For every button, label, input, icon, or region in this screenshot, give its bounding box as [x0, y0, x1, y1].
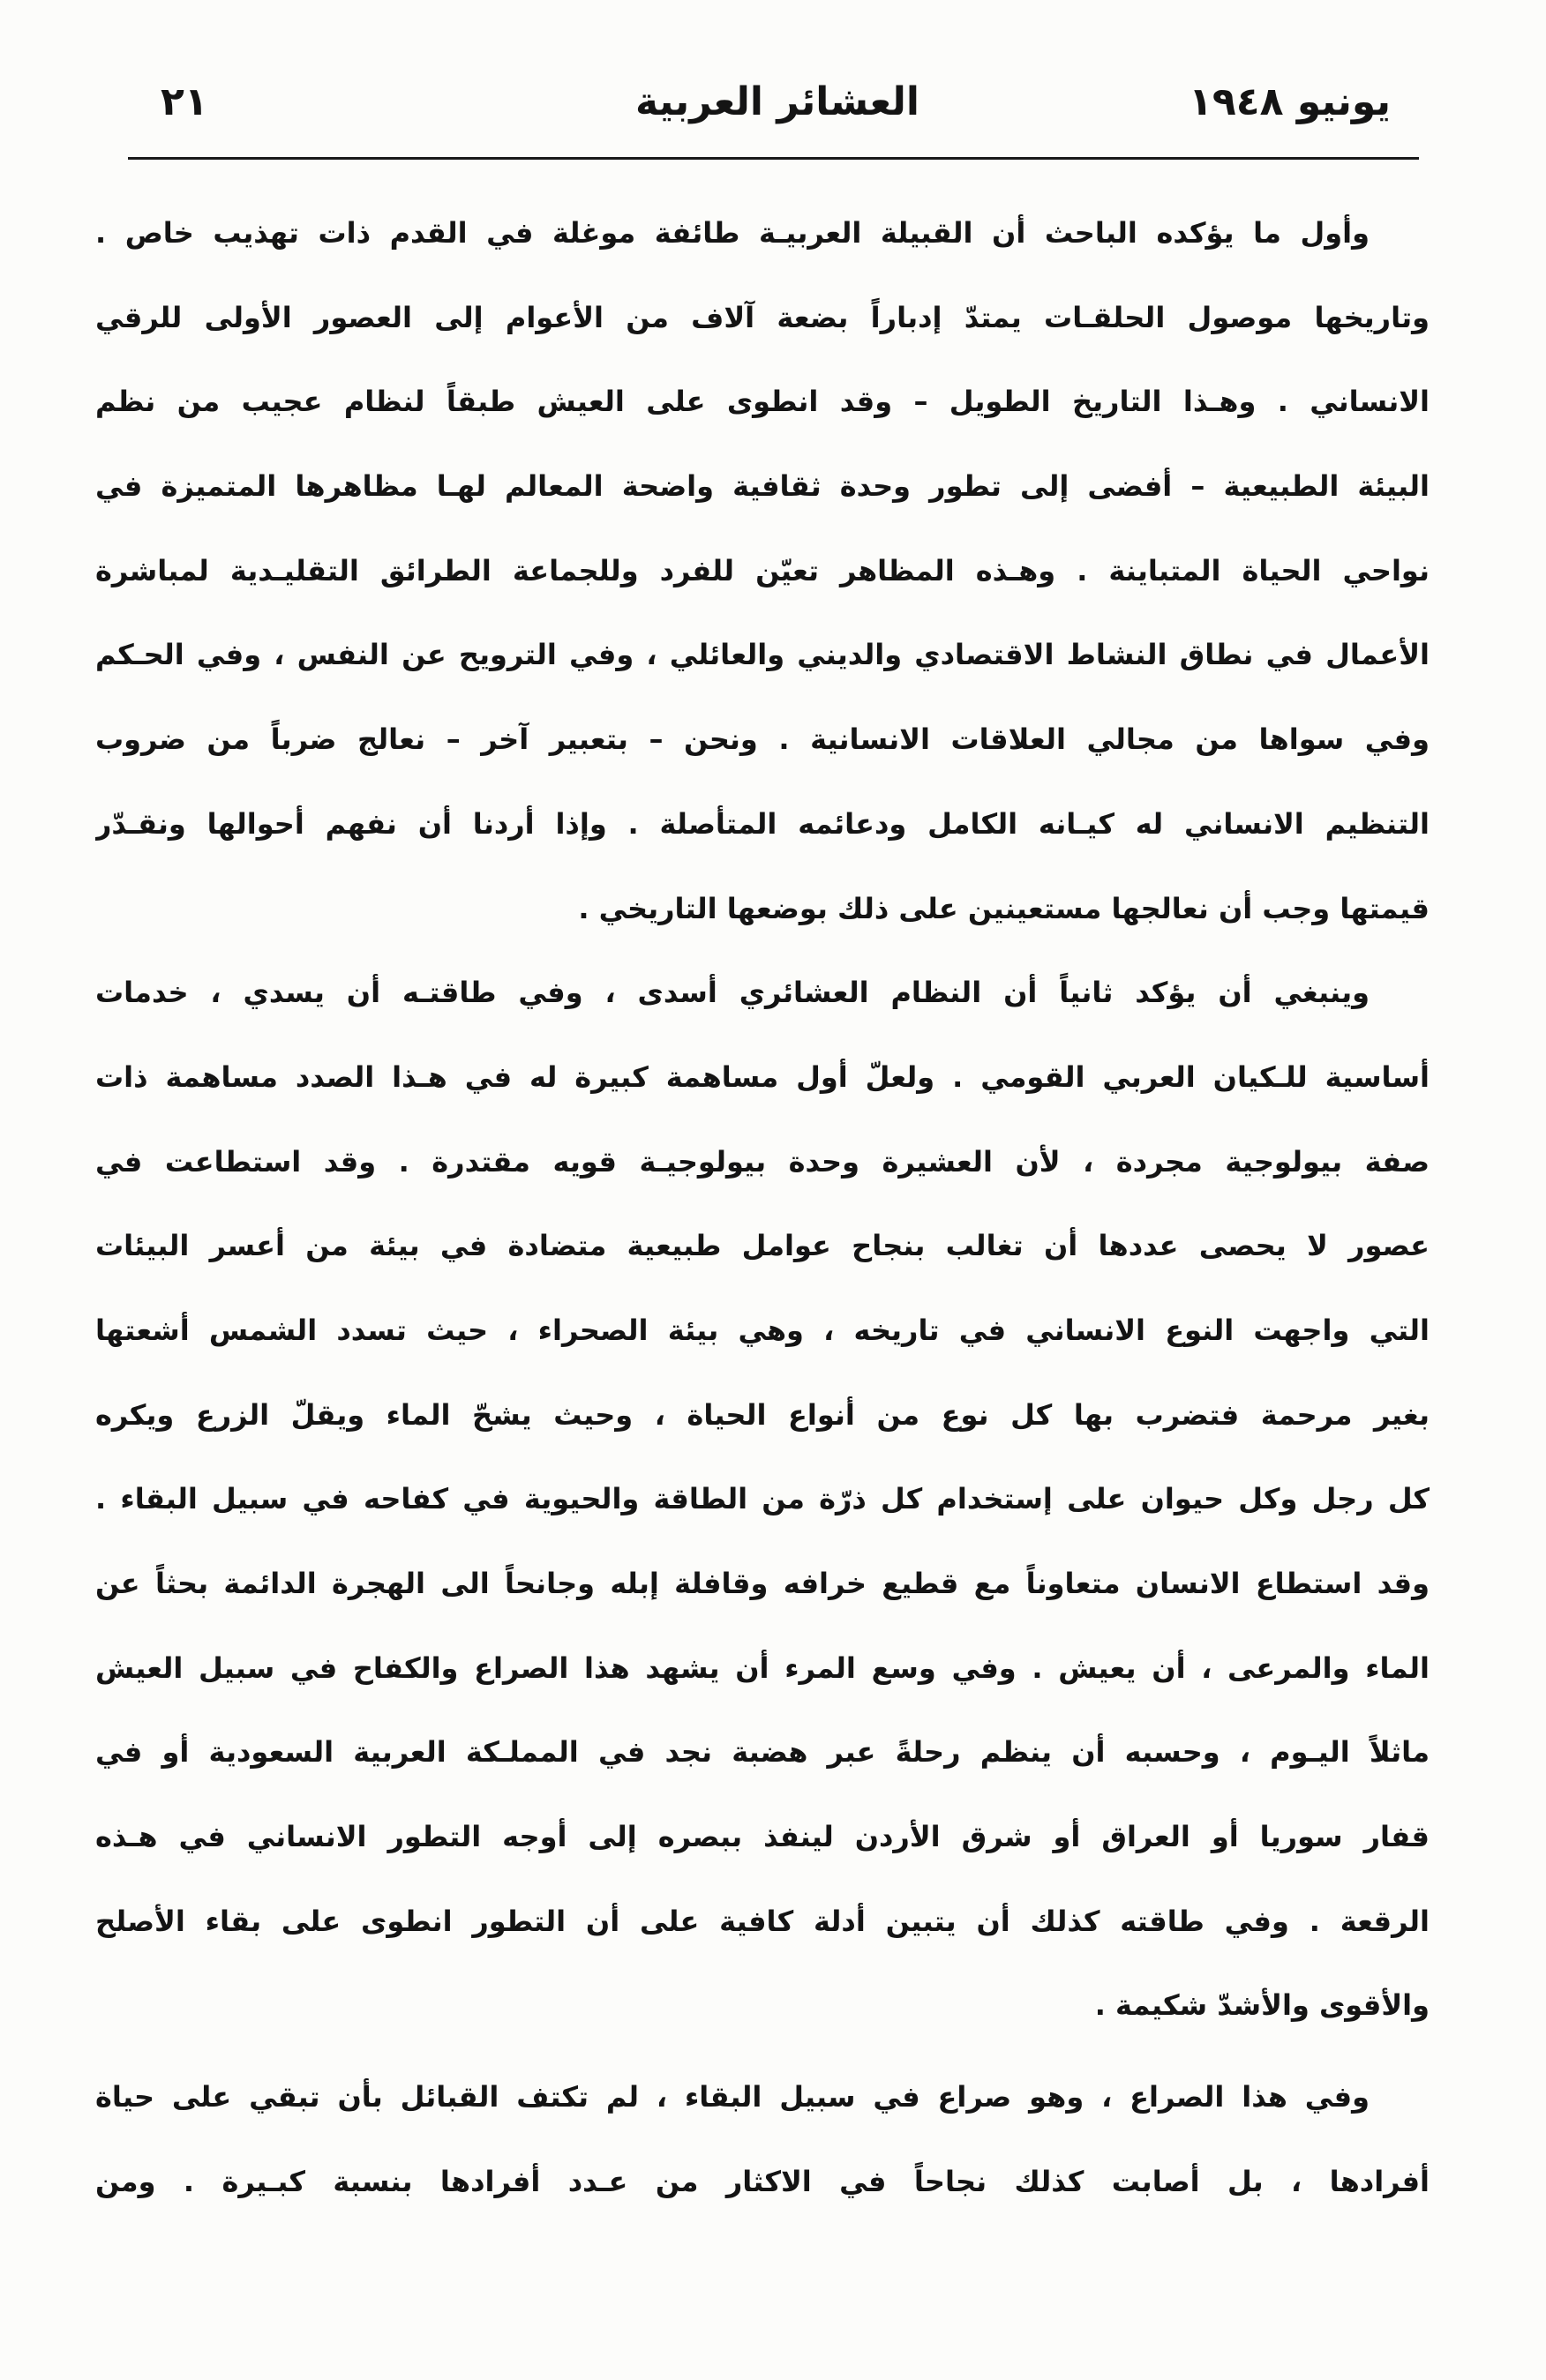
text-line: وقد استطاع الانسان متعاوناً مع قطيع خرافه وقافلة إبله وجانحاً الى الهجرة الدائمة بحثاً عن — [95, 1567, 1430, 1600]
text-line: التنظيم الانساني له كيـانه الكامل ودعائمه المتأصلة . وإذا أردنا أن نفهم أحوالها ونقـدّر — [95, 806, 1430, 841]
text-line: بغير مرحمة فتضرب بها كل نوع من أنواع الحياة ، وحيث يشحّ الماء ويقلّ الزرع ويكره — [95, 1397, 1430, 1432]
text-line: قفار سوريا أو العراق أو شرق الأردن لينفذ ببصره إلى أوجه التطور الانساني في هـذه — [95, 1820, 1430, 1854]
page-number: ٢١ — [161, 79, 208, 124]
text-line: الأعمال في نطاق النشاط الاقتصادي والديني والعائلي ، وفي الترويح عن النفس ، وفي الحـكم — [95, 638, 1430, 672]
text-line: وينبغي أن يؤكد ثانياً أن النظام العشائري أسدى ، وفي طاقتـه أن يسدي ، خدمات — [95, 976, 1370, 1010]
paragraph — [95, 2055, 1430, 2224]
text-line: الماء والمرعى ، أن يعيش . وفي وسع المرء أن يشهد هذا الصراع والكفاح في سبيل العيش — [95, 1650, 1430, 1685]
text-line: أفرادها ، بل أصابت كذلك نجاحاً في الاكثار من عـدد أفرادها بنسبة كبـيرة . ومن — [95, 2164, 1430, 2198]
running-header-date: يونيو ١٩٤٨ — [1189, 79, 1391, 124]
text-line: أساسية للـكيان العربي القومي . ولعلّ أول مساهمة كبيرة له في هـذا الصدد مساهمة ذات — [95, 1059, 1430, 1094]
text-line: وتاريخها موصول الحلقـات يمتدّ إدباراً بضعة آلاف من الأعوام إلى العصور الأولى للرقي — [95, 300, 1430, 334]
text-line: عصور لا يحصى عددها أن تغالب بنجاح عوامل طبيعية متضادة في بيئة من أعسر البيئات — [95, 1229, 1430, 1263]
text-line: والأقوى والأشدّ شكيمة . — [1094, 1988, 1430, 2023]
text-line: قيمتها وجب أن نعالجها مستعينين على ذلك بوضعها التاريخي . — [578, 891, 1430, 925]
text-line: وأول ما يؤكده الباحث أن القبيلة العربيـة طائفة موغلة في القدم ذات تهذيب خاص . — [95, 216, 1370, 250]
text-line: وفي هذا الصراع ، وهو صراع في سبيل البقاء ، لم تكتف القبائل بأن تبقي على حياة — [95, 2080, 1370, 2114]
text-line: وفي سواها من مجالي العلاقات الانسانية . ونحن – بتعبير آخر – نعالج ضرباً من ضروب — [95, 722, 1430, 757]
running-header-title: العشائر العربية — [635, 79, 919, 124]
text-line: نواحي الحياة المتباينة . وهـذه المظاهر تعيّن للفرد وللجماعة الطرائق التقليـدية لمباشرة — [95, 553, 1430, 588]
header-rule — [128, 157, 1419, 160]
paragraph — [95, 191, 1430, 951]
text-line: كل رجل وكل حيوان على إستخدام كل ذرّة من الطاقة والحيوية في كفاحه في سبيل البقاء . — [95, 1482, 1430, 1516]
article-body — [95, 191, 1430, 2225]
text-line: التي واجهت النوع الانساني في تاريخه ، وهي بيئة الصحراء ، حيث تسدد الشمس أشعتها — [95, 1313, 1430, 1347]
text-line: الرقعة . وفي طاقته كذلك أن يتبين أدلة كافية على أن التطور انطوى على بقاء الأصلح — [95, 1904, 1430, 1938]
text-line: صفة بيولوجية مجردة ، لأن العشيرة وحدة بيولوجيـة قويه مقتدرة . وقد استطاعت في — [95, 1144, 1430, 1179]
text-line: البيئة الطبيعية – أفضى إلى تطور وحدة ثقافية واضحة المعالم لهـا مظاهرها المتميزة في — [95, 469, 1430, 504]
text-line: ماثلاً اليـوم ، وحسبه أن ينظم رحلةً عبر هضبة نجد في المملـكة العربية السعودية أو في — [95, 1735, 1430, 1770]
paragraph — [95, 951, 1430, 2048]
text-line: الانساني . وهـذا التاريخ الطويل – وقد انطوى على العيش طبقاً لنظام عجيب من نظم — [95, 385, 1430, 419]
